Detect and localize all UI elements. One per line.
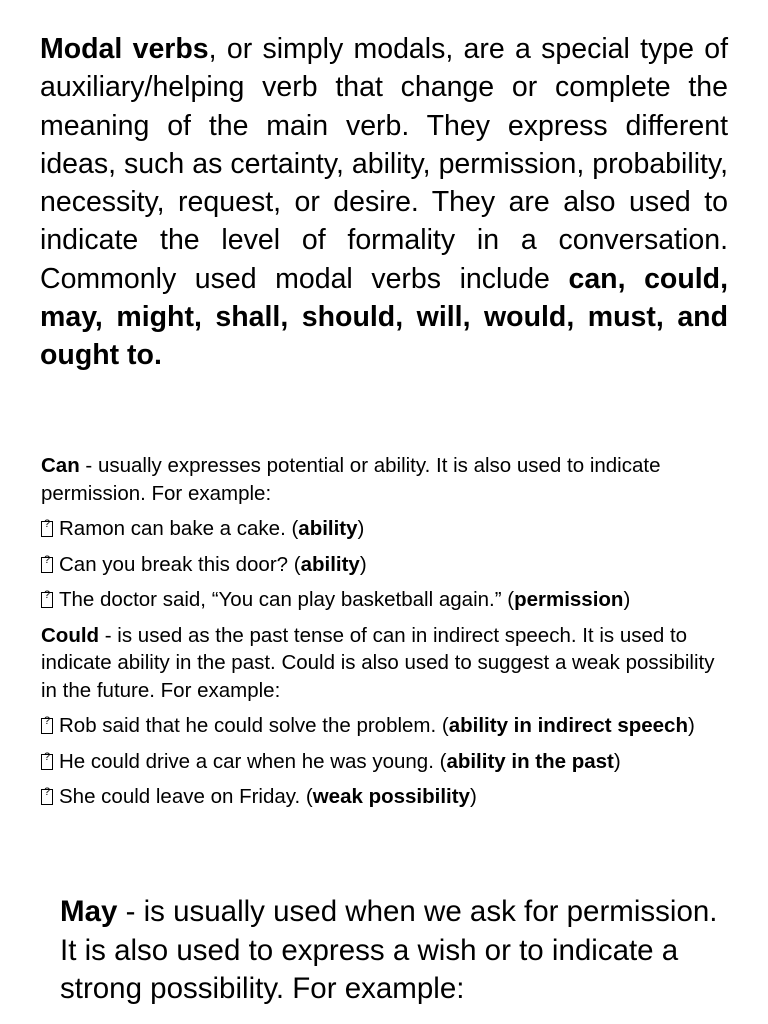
example-tag: weak possibility <box>312 785 470 808</box>
example-tag: ability <box>298 517 358 540</box>
example-tag: ability in the past <box>446 749 614 773</box>
can-definition-text: - usually expresses potential or ability. It is also used to indicate permission. For example: <box>41 454 661 505</box>
example-text: The doctor said, “You can play basketball again.” ( <box>59 588 515 611</box>
example-text: Ramon can bake a cake. ( <box>59 517 299 540</box>
missing-glyph-icon <box>41 718 53 734</box>
intro-modal-list: can, could, may, might, shall, should, will, would, must, and ought to. <box>40 262 728 372</box>
example-text: He could drive a car when he was young. ( <box>59 749 447 773</box>
example-close: ) <box>469 785 477 808</box>
intro-term: Modal verbs <box>40 33 209 65</box>
could-definition-text: - is used as the past tense of can in indirect speech. It is used to indicate ability in the past. Could is also used to suggest a weak possibility in the future. For example: <box>41 623 715 702</box>
example-close: ) <box>687 714 695 737</box>
could-example-2 <box>41 748 731 776</box>
example-tag: ability in indirect speech <box>448 714 688 737</box>
intro-text: , or simply modals, are a special type of auxiliary/helping verb that change or complete the meaning of the main verb. They express different ideas, such as certainty, ability, permission, probability, necessity, request, or desire. They are also used to indicate the level of formality in a conversation. Commonly used modal verbs include <box>40 33 729 295</box>
could-term: Could <box>41 623 100 647</box>
example-close: ) <box>357 517 365 540</box>
may-definition-text: - is usually used when we ask for permission. It is also used to express a wish or to indicate a strong possibility. For example: <box>60 895 718 1005</box>
can-term: Can <box>41 454 80 477</box>
can-definition <box>41 452 731 507</box>
example-close: ) <box>623 588 631 611</box>
could-example-3 <box>41 783 731 811</box>
intro-paragraph <box>40 30 728 375</box>
example-text: She could leave on Friday. ( <box>59 785 313 808</box>
can-example-3 <box>41 586 731 614</box>
modal-sections <box>41 452 731 811</box>
could-definition <box>41 622 731 705</box>
may-term: May <box>60 895 118 928</box>
can-example-2 <box>41 551 731 579</box>
example-tag: ability <box>300 552 360 576</box>
example-tag: permission <box>514 588 624 611</box>
can-example-1 <box>41 515 731 543</box>
example-text: Rob said that he could solve the problem. ( <box>59 714 449 737</box>
example-close: ) <box>613 749 621 773</box>
could-example-1 <box>41 712 731 740</box>
may-definition <box>60 893 728 1009</box>
missing-glyph-icon <box>41 592 53 608</box>
missing-glyph-icon <box>41 789 53 805</box>
missing-glyph-icon <box>41 521 53 537</box>
missing-glyph-icon <box>41 754 53 770</box>
missing-glyph-icon <box>41 557 53 573</box>
example-text: Can you break this door? ( <box>59 552 301 576</box>
example-close: ) <box>359 552 367 576</box>
